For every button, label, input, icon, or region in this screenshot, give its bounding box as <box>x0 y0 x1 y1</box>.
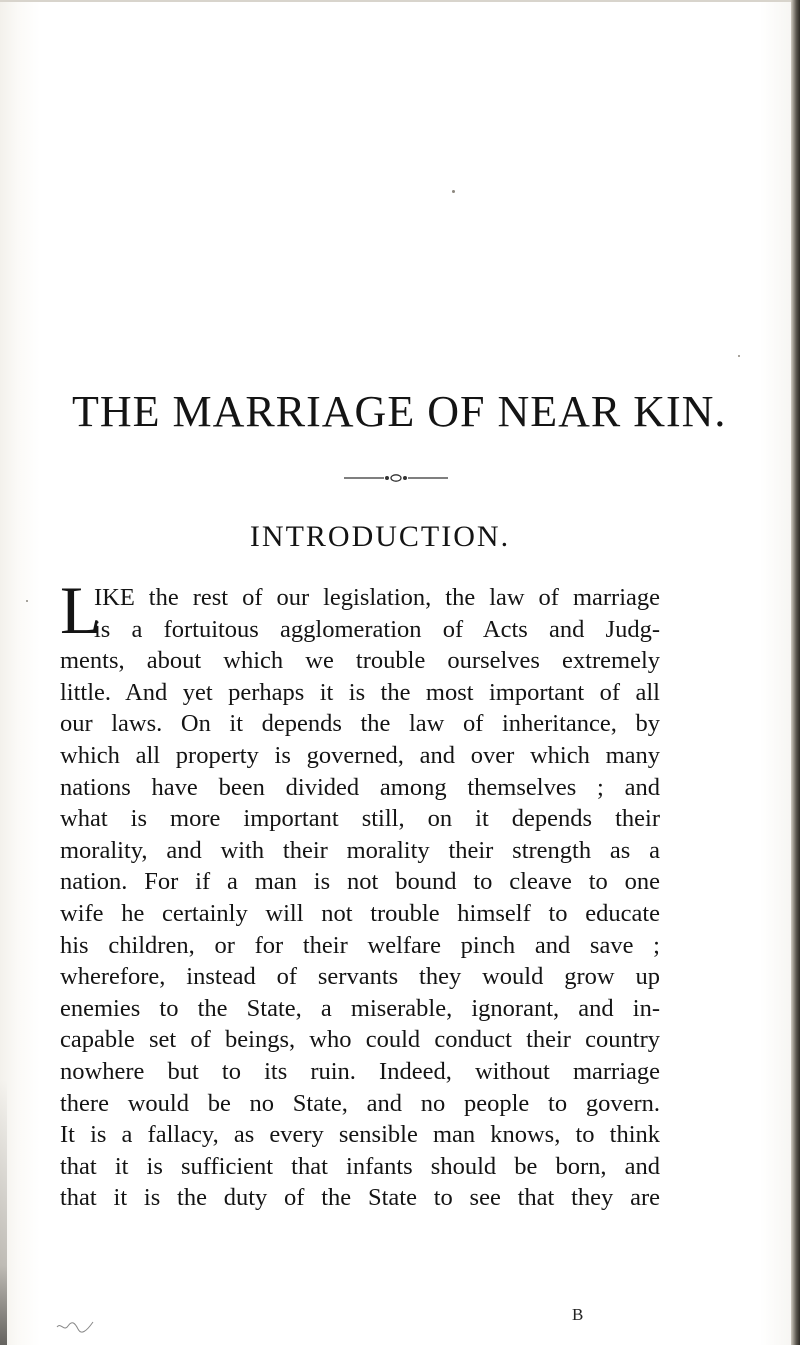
drop-cap: L <box>60 572 102 648</box>
page-binding-edge <box>791 0 800 1345</box>
text-line: little. And yet perhaps it is the most important of all <box>60 678 660 706</box>
text-line: there would be no State, and no people to govern. <box>60 1089 660 1117</box>
page-left-shadow <box>0 1080 7 1345</box>
text-line: wherefore, instead of servants they would grow up <box>60 963 660 991</box>
signature-mark: B <box>572 1305 584 1324</box>
text-line: his children, or for their welfare pinch and save ; <box>60 931 660 959</box>
text-line: IKE the rest of our legislation, the law of marriage <box>94 584 660 611</box>
text-line: that it is the duty of the State to see that they are <box>60 1184 660 1212</box>
text-line: nation. For if a man is not bound to cleave to one <box>60 868 660 896</box>
text-line: that it is sufficient that infants should be born, and <box>60 1152 660 1180</box>
text-line: nations have been divided among themselves ; and <box>60 773 660 801</box>
text-line: our laws. On it depends the law of inheritance, by <box>60 710 660 738</box>
text-line: morality, and with their morality their strength as a <box>60 836 660 864</box>
text-line: capable set of beings, who could conduct their country <box>60 1026 660 1054</box>
paper-speck <box>738 355 740 357</box>
page-top-edge <box>0 0 800 2</box>
text-line: It is a fallacy, as every sensible man knows, to think <box>60 1121 660 1149</box>
body-paragraph <box>60 582 660 1214</box>
text-line: which all property is governed, and over which many <box>60 741 660 769</box>
pencil-scribble-icon <box>56 1320 94 1334</box>
page-title: THE MARRIAGE OF NEAR KIN. <box>72 387 727 436</box>
divider-ornament-icon <box>344 470 448 486</box>
text-line: nowhere but to its ruin. Indeed, without marriage <box>60 1057 660 1085</box>
text-line: ments, about which we trouble ourselves extremely <box>60 647 660 675</box>
text-line: is a fortuitous agglomeration of Acts and Judg- <box>94 615 660 643</box>
paper-speck <box>26 600 28 602</box>
text-line: enemies to the State, a miserable, ignorant, and in- <box>60 994 660 1022</box>
text-line: what is more important still, on it depends their <box>60 805 660 833</box>
text-line: wife he certainly will not trouble himself to educate <box>60 899 660 927</box>
paper-speck <box>452 190 455 193</box>
section-heading: INTRODUCTION. <box>249 520 511 553</box>
